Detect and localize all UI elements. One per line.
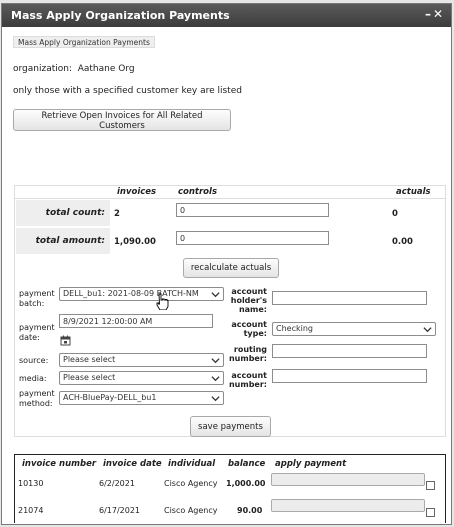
media-value: Please select [63, 373, 116, 382]
apply-checkbox[interactable] [426, 508, 435, 517]
col-balance: balance [228, 459, 266, 469]
summary-header [15, 186, 445, 199]
total-amount-label: total amount: [16, 228, 110, 254]
invoice-date: 6/2/2021 [99, 479, 135, 488]
payment-method-value: ACH-BluePay-DELL_bu1 [63, 393, 157, 402]
col-individual: individual [168, 459, 216, 469]
total-amount-actual: 0.00 [392, 237, 413, 247]
chevron-down-icon [211, 356, 220, 365]
dialog-titlebar [2, 4, 451, 27]
payment-batch-select[interactable] [59, 287, 224, 301]
total-count-invoices: 2 [114, 209, 120, 219]
payment-panel [14, 185, 446, 437]
routing-number-label: routing number: [228, 345, 267, 363]
total-amount-control-input[interactable] [176, 231, 329, 245]
payment-method-select[interactable] [59, 391, 224, 405]
source-label: source: [19, 356, 49, 365]
account-type-value: Checking [276, 324, 313, 333]
chevron-down-icon [211, 374, 220, 383]
routing-number-input[interactable] [272, 344, 427, 358]
invoice-number: 21074 [18, 506, 44, 515]
chevron-down-icon [423, 325, 432, 334]
total-count-label: total count: [16, 200, 110, 226]
chevron-down-icon [211, 394, 220, 403]
account-number-label: account number: [228, 371, 267, 389]
account-holder-label: account holder's name: [230, 287, 267, 314]
mass-apply-dialog [1, 3, 452, 525]
media-select[interactable] [59, 371, 224, 385]
customer-key-note: only those with a specified customer key are listed [13, 86, 242, 96]
retrieve-invoices-button[interactable]: Retrieve Open Invoices for All Related Customers [13, 109, 231, 131]
apply-payment-input[interactable] [271, 499, 425, 512]
payment-date-label: payment date: [19, 323, 55, 342]
hand-pointer-cursor-icon [155, 293, 169, 310]
account-type-label: account type: [231, 320, 267, 338]
close-icon[interactable]: ✕ [432, 7, 443, 21]
col-invoice-number: invoice number [22, 459, 97, 469]
invoice-date: 6/17/2021 [99, 506, 141, 515]
breadcrumb: Mass Apply Organization Payments [13, 36, 155, 48]
invoice-balance: 90.00 [237, 506, 263, 515]
organization-line [13, 64, 135, 74]
account-number-input[interactable] [272, 369, 427, 383]
header-controls: controls [178, 187, 217, 197]
total-amount-invoices: 1,090.00 [114, 237, 156, 247]
header-actuals: actuals [396, 187, 431, 197]
account-type-select[interactable] [272, 322, 436, 336]
apply-checkbox[interactable] [426, 481, 435, 490]
account-holder-input[interactable] [272, 291, 427, 305]
col-invoice-date: invoice date [103, 459, 162, 469]
calendar-icon[interactable] [60, 335, 71, 346]
organization-value: Aathane Org [77, 64, 135, 74]
dialog-body [2, 27, 451, 523]
dialog-title: Mass Apply Organization Payments [11, 9, 230, 22]
total-count-actual: 0 [392, 209, 398, 219]
source-select[interactable] [59, 353, 224, 367]
save-payments-button[interactable]: save payments [190, 416, 271, 437]
media-label: media: [19, 374, 47, 383]
col-apply-payment: apply payment [275, 459, 347, 469]
payment-date-input[interactable] [59, 314, 213, 328]
invoice-individual: Cisco Agency [164, 479, 218, 488]
payment-method-label: payment method: [19, 389, 55, 408]
source-value: Please select [63, 355, 116, 364]
payment-batch-value: DELL_bu1: 2021-08-09 BATCH-NM [63, 289, 199, 298]
total-count-control-input[interactable] [176, 203, 329, 217]
recalculate-actuals-button[interactable]: recalculate actuals [183, 258, 279, 278]
invoice-table [14, 454, 446, 523]
invoice-individual: Cisco Agency [164, 506, 218, 515]
header-invoices: invoices [117, 187, 157, 197]
invoice-number: 10130 [18, 479, 44, 488]
organization-label: organization: [13, 64, 72, 74]
minimize-icon[interactable]: – [425, 7, 431, 21]
invoice-balance: 1,000.00 [226, 479, 266, 488]
payment-batch-label: payment batch: [19, 289, 55, 308]
chevron-down-icon [211, 290, 220, 299]
apply-payment-input[interactable] [271, 473, 425, 486]
